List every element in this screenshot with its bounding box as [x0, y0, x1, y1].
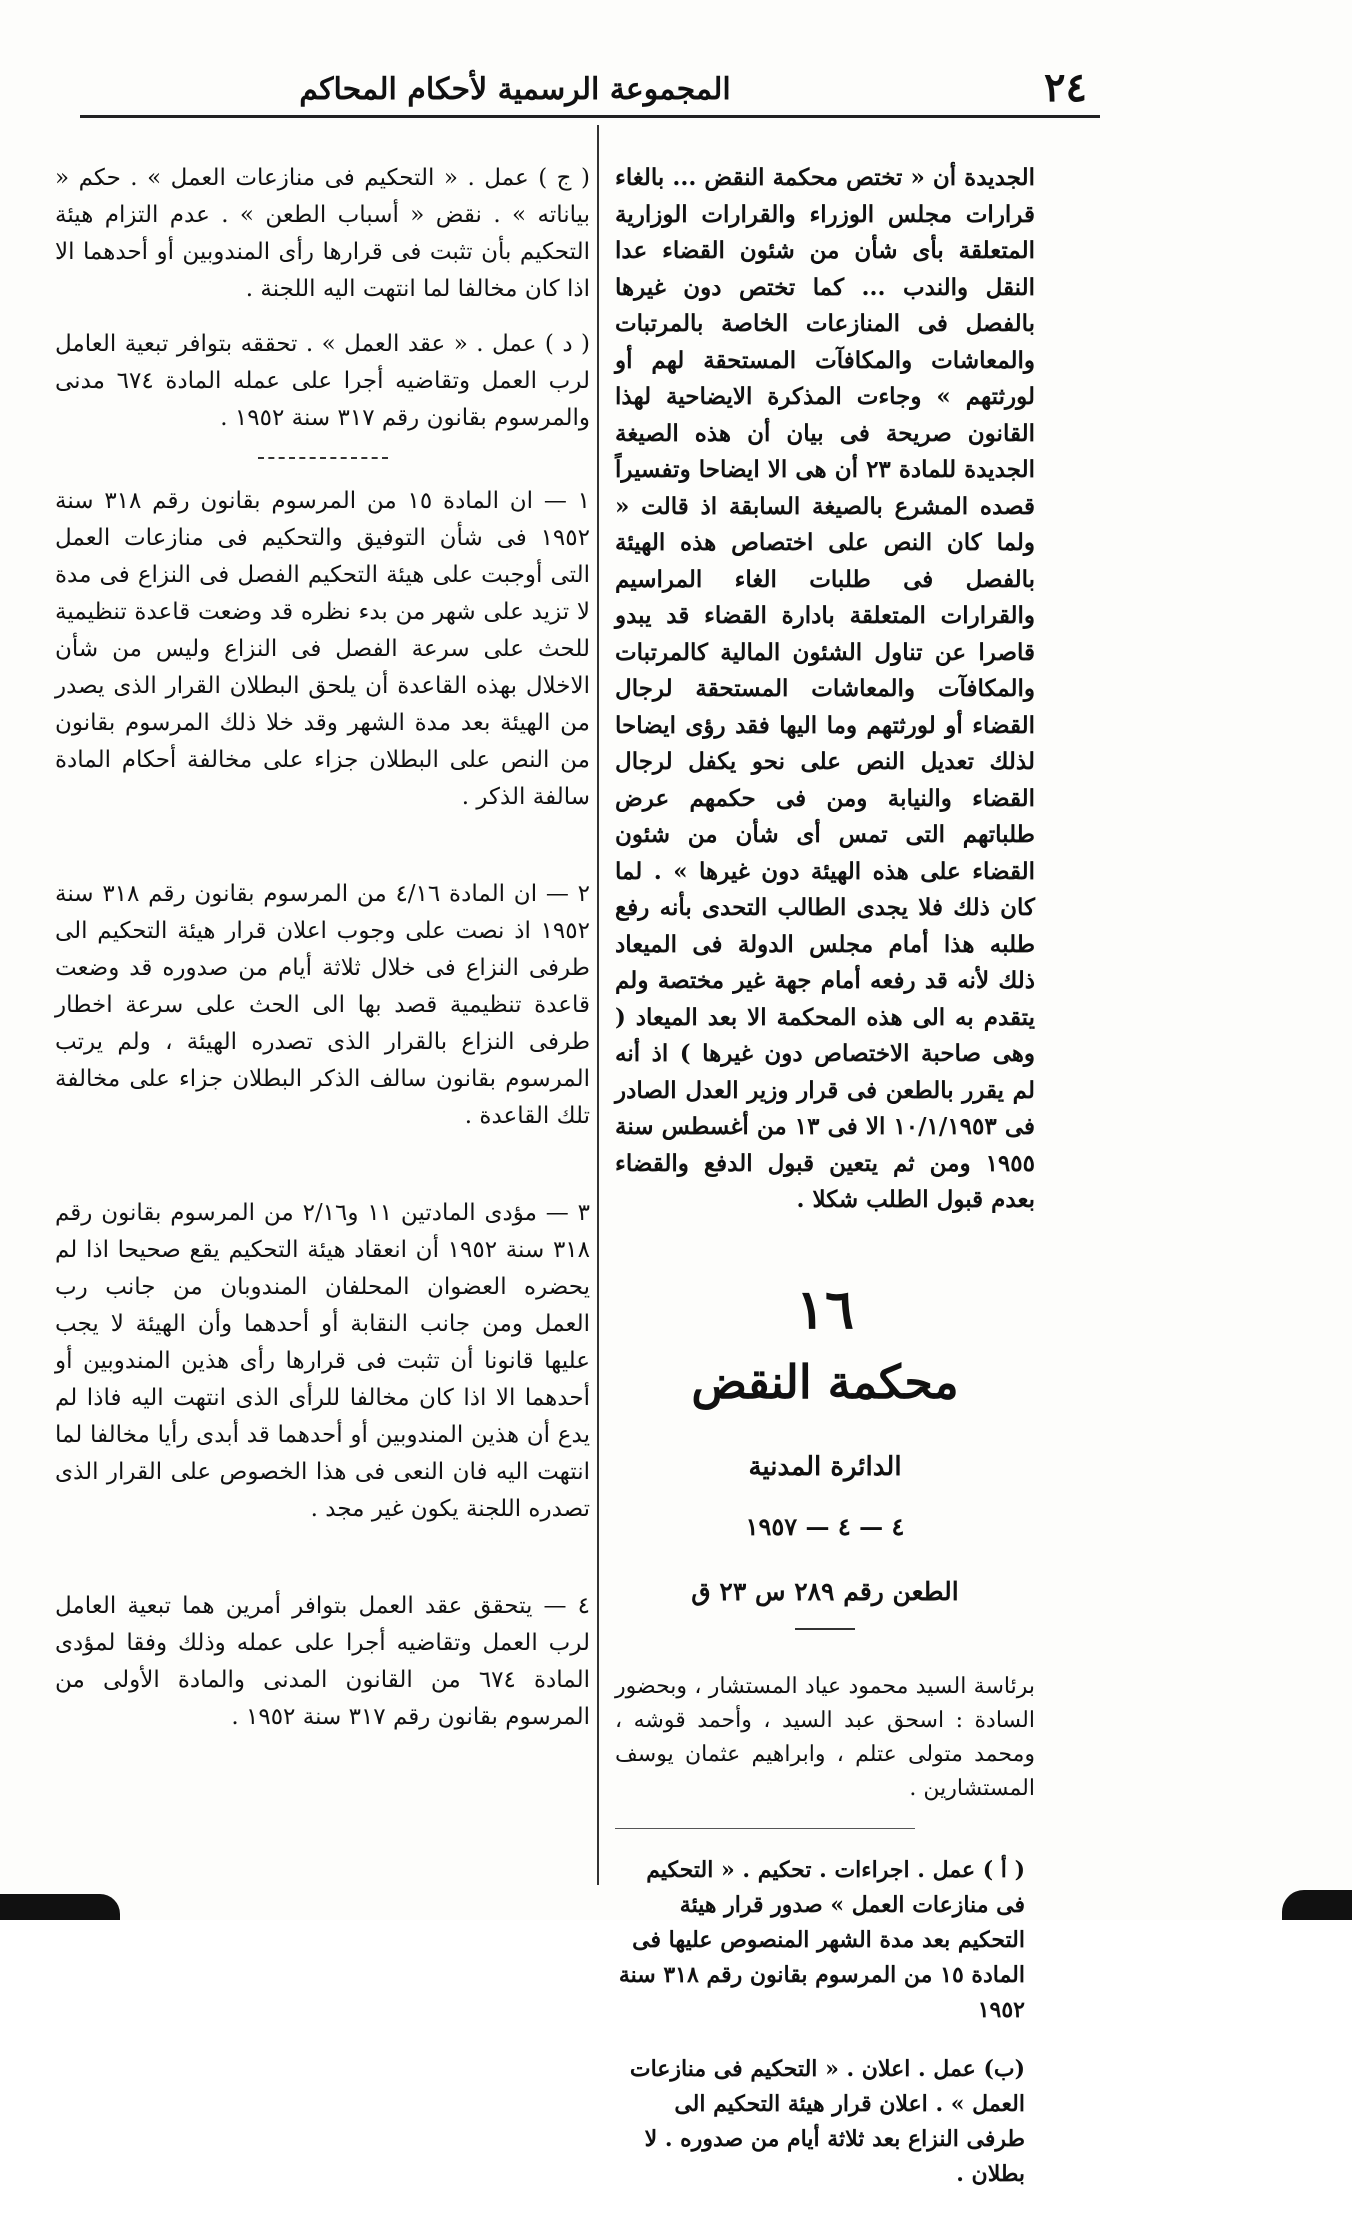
- headnote-d: ( د ) عمل . « عقد العمل » . تحققه بتوافر تبعية العامل لرب العمل وتقاضيه أجرا على عمله المادة ٦٧٤ مدنى والمرسوم بقانون رقم ٣١٧ سنة ١٩٥٢ .: [55, 331, 590, 431]
- bench-composition: برئاسة السيد محمود عياد المستشار ، وبحضور السادة : اسحق عبد السيد ، وأحمد قوشه ، ومحمد متولى عتلم ، وابراهيم عثمان يوسف المستشارين .: [615, 1673, 1035, 1801]
- circuit-name: الدائرة المدنية: [748, 1451, 902, 1482]
- judgment-date: ٤ — ٤ — ١٩٥٧: [745, 1511, 905, 1541]
- principle-1: ١ — ان المادة ١٥ من المرسوم بقانون رقم ٣١٨ سنة ١٩٥٢ فى شأن التوفيق والتحكيم فى منازعات العمل التى أوجبت على هيئة التحكيم الفصل فى النزاع فى مدة لا تزيد على شهر من بدء نظره قد وضعت قاعدة تنظيمية للحث على سرعة الفصل فى النزاع وليس من شأن الاخلال بهذه القاعدة أن يلحق البطلان القرار الذى يصدر من الهيئة بعد مدة الشهر وقد خلا ذلك المرسوم بقانون من النص على البطلان جزاء على مخالفة أحكام المادة سالفة الذكر .: [55, 488, 590, 810]
- appeal-number: الطعن رقم ٢٨٩ س ٢٣ ق: [691, 1576, 959, 1606]
- headnote-b: (ب) عمل . اعلان . « التحكيم فى منازعات العمل » . اعلان قرار هيئة التحكيم الى طرفى النزاع بعد ثلاثة أيام من صدوره . لا بطلان .: [629, 2055, 1025, 2187]
- left-column: [55, 160, 590, 1736]
- column-divider: [597, 125, 599, 1885]
- case-number: ١٦: [795, 1276, 854, 1341]
- principle-3: ٣ — مؤدى المادتين ١١ و٢/١٦ من المرسوم بقانون رقم ٣١٨ سنة ١٩٥٢ أن انعقاد هيئة التحكيم يقع صحيحا اذا لم يحضره العضوان المحلفان المندوبان من جانب رب العمل ومن جانب النقابة أو أحدهما وأن الهيئة لا يجب عليها قانونا أن تثبت فى قرارها رأى هذين المندوبين أو أحدهما الا اذا كان مخالفا للرأى الذى انتهت اليه فاذا لم يدع أن هذين المندوبين أو أحدهما قد أبدى رأيا مخالفا لما انتهت اليه فان النعى فى هذا الخصوص على القرار الذى تصدره اللجنة يكون غير مجد .: [55, 1200, 590, 1522]
- scan-edge-mark-right: [1282, 1890, 1352, 1920]
- right-column: [615, 160, 1035, 2214]
- scan-edge-mark-left: [0, 1894, 120, 1920]
- headnotes-separator: [258, 457, 388, 459]
- section-divider: [795, 1628, 855, 1630]
- page-number: ٢٤: [1044, 64, 1087, 111]
- bench-rule: [615, 1828, 915, 1829]
- page-header: [95, 62, 1095, 122]
- headnote-a: ( أ ) عمل . اجراءات . تحكيم . « التحكيم فى منازعات العمل » صدور قرار هيئة التحكيم بعد مدة الشهر المنصوص عليها فى المادة ١٥ من المرسوم بقانون رقم ٣١٨ سنة ١٩٥٢: [618, 1856, 1025, 2023]
- body-paragraph: الجديدة أن « تختص محكمة النقض ... بالغاء قرارات مجلس الوزراء والقرارات الوزارية المتعلقة بأى شأن من شئون القضاء عدا النقل والندب ... كما تختص دون غيرها بالفصل فى المنازعات الخاصة بالمرتبات والمعاشات والمكافآت المستحقة لهم أو لورثتهم » وجاءت المذكرة الايضاحية لهذا القانون صريحة فى بيان أن هذه الصيغة الجديدة للمادة ٢٣ أن هى الا ايضاحا وتفسيراً قصده المشرع بالصيغة السابقة اذ قالت « ولما كان النص على اختصاص هذه الهيئة بالفصل فى طلبات الغاء المراسيم والقرارات المتعلقة بادارة القضاء قد يبدو قاصرا عن تناول الشئون المالية كالمرتبات والمكافآت والمعاشات المستحقة لرجال القضاء أو لورثتهم وما اليها فقد رؤى ايضاحا لذلك تعديل النص على نحو يكفل لرجال القضاء والنيابة ومن فى حكمهم عرض طلباتهم التى تمس أى شأن من شئون القضاء على هذه الهيئة دون غيرها » . لما كان ذلك فلا يجدى الطالب التحدى بأنه رفع طلبه هذا أمام مجلس الدولة فى الميعاد ذلك لأنه قد رفعه أمام جهة غير مختصة ولم يتقدم به الى هذه المحكمة الا بعد الميعاد ( وهى صاحبة الاختصاص دون غيرها ) اذ أنه لم يقرر بالطعن فى قرار وزير العدل الصادر فى ١٠/١/١٩٥٣ الا فى ١٣ من أغسطس سنة ١٩٥٥ ومن ثم يتعين قبول الدفع والقضاء بعدم قبول الطلب شكلا .: [615, 164, 1035, 1213]
- principle-4: ٤ — يتحقق عقد العمل بتوافر أمرين هما تبعية العامل لرب العمل وتقاضيه أجرا على عمله وذلك وفقا لمؤدى المادة ٦٧٤ من القانون المدنى والمادة الأولى من المرسوم بقانون رقم ٣١٧ سنة ١٩٥٢ .: [55, 1593, 590, 1730]
- headnote-c: ( ج ) عمل . « التحكيم فى منازعات العمل » . حكم « بياناته » . نقض « أسباب الطعن » . عدم التزام هيئة التحكيم بأن تثبت فى قرارها رأى المندوبين أو أحدهما الا اذا كان مخالفا لما انتهت اليه اللجنة .: [55, 165, 590, 302]
- running-title: المجموعة الرسمية لأحكام المحاكم: [299, 72, 731, 107]
- header-rule: [80, 115, 1100, 118]
- court-name: محكمة النقض: [691, 1354, 959, 1409]
- principle-2: ٢ — ان المادة ٤/١٦ من المرسوم بقانون رقم ٣١٨ سنة ١٩٥٢ اذ نصت على وجوب اعلان قرار هيئة التحكيم الى طرفى النزاع فى خلال ثلاثة أيام من صدوره قد وضعت قاعدة تنظيمية قصد بها الى الحث على سرعة اخطار طرفى النزاع بالقرار الذى تصدره الهيئة ، ولم يرتب المرسوم بقانون سالف الذكر البطلان جزاء على مخالفة تلك القاعدة .: [55, 881, 590, 1129]
